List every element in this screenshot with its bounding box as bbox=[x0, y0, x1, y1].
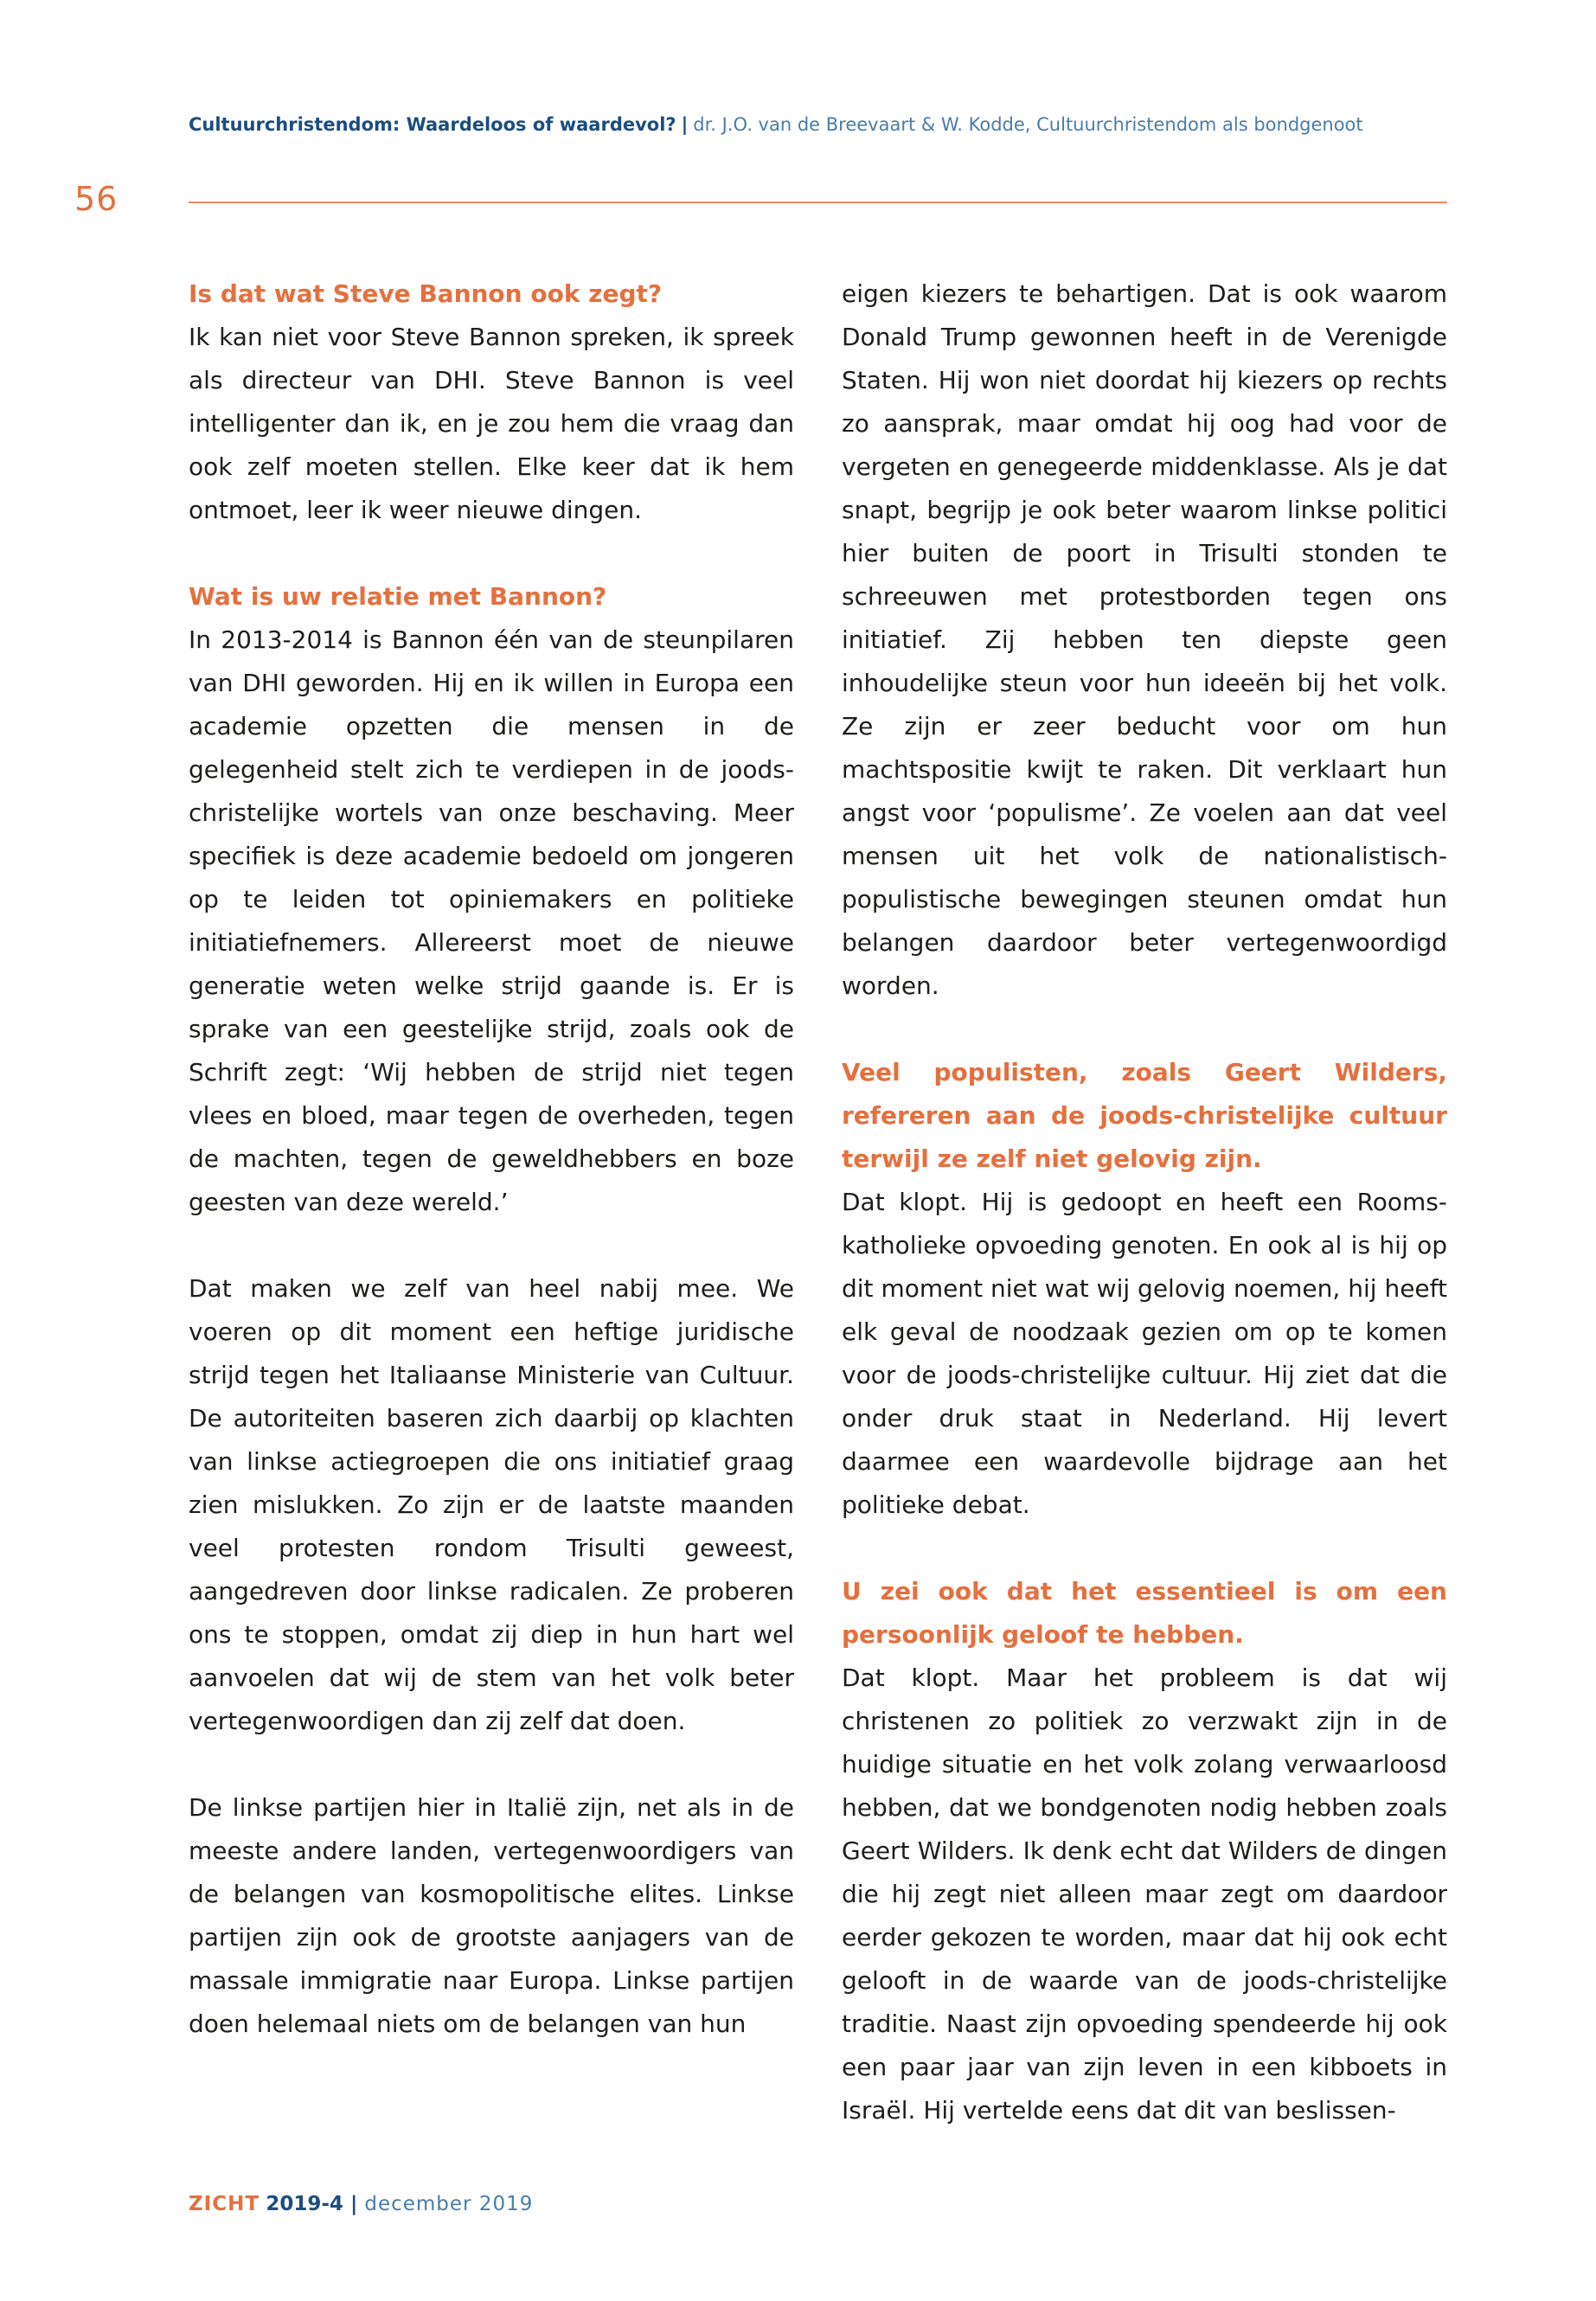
interview-answer: Dat klopt. Maar het probleem is dat wij christenen zo politiek zo verzwakt zijn in de huidige situatie en het volk zolang verwaarloosd hebben, dat we bondgenoten nodig hebben zoals Geert Wilders. Ik denk echt dat Wilders de dingen die hij zegt niet alleen maar zegt om daardoor eerder gekozen te worden, maar dat hij ook echt gelooft in de waarde van de joods-christelijke traditie. Naast zijn opvoeding spendeerde hij ook een paar jaar van zijn leven in een kibboets in Israël. Hij vertelde eens dat dit van beslissen- bbox=[842, 1663, 1447, 2125]
header-rule bbox=[189, 202, 1447, 203]
issue-date: december 2019 bbox=[364, 2193, 534, 2215]
article-authors: dr. J.O. van de Breevaart & W. Kodde, Cultuurchristendom als bondgenoot bbox=[693, 114, 1363, 135]
interview-answer: In 2013-2014 is Bannon één van de steunpilaren van DHI geworden. Hij en ik willen in Europa een academie opzetten die mensen in de gelegenheid stelt zich te verdiepen in de joods-christelijke wortels van onze beschaving. Meer specifiek is deze academie bedoeld om jongeren op te leiden tot opiniemakers en politieke initiatiefnemers. Allereerst moet de nieuwe generatie weten welke strijd gaande is. Er is sprake van een geestelijke strijd, zoals ook de Schrift zegt: ‘Wij hebben de strijd niet tegen vlees en bloed, maar tegen de overheden, tegen de machten, tegen de geweldhebbers en boze geesten van deze wereld.’ bbox=[189, 625, 794, 1216]
issue-number: 2019-4 bbox=[266, 2193, 343, 2215]
page-footer bbox=[189, 2190, 533, 2218]
interview-answer: Ik kan niet voor Steve Bannon spreken, ik spreek als directeur van DHI. Steve Bannon is veel intelligenter dan ik, en je zou hem die vraag dan ook zelf moeten stellen. Elke keer dat ik hem ontmoet, leer ik weer nieuwe dingen. bbox=[189, 323, 794, 524]
page-number: 56 bbox=[74, 180, 119, 218]
journal-title: Cultuurchristendom: Waardeloos of waardevol? bbox=[189, 114, 676, 135]
qa-block bbox=[189, 272, 794, 532]
body-paragraph: De linkse partijen hier in Italië zijn, net als in de meeste andere landen, vertegenwoordigers van de belangen van kosmopolitische elites. Linkse partijen zijn ook de grootste aanjagers van de massale immigratie naar Europa. Linkse partijen doen helemaal niets om de belangen van hun bbox=[189, 1793, 794, 2038]
right-column bbox=[842, 272, 1447, 2176]
footer-separator: | bbox=[349, 2193, 358, 2215]
left-column bbox=[189, 272, 794, 2089]
magazine-name: ZICHT bbox=[189, 2193, 260, 2215]
qa-block bbox=[189, 575, 794, 1224]
interview-question: Wat is uw relatie met Bannon? bbox=[189, 582, 607, 611]
interview-question: U zei ook dat het essentieel is om een persoonlijk geloof te hebben. bbox=[842, 1577, 1447, 1649]
interview-question: Is dat wat Steve Bannon ook zegt? bbox=[189, 279, 663, 308]
qa-block bbox=[842, 1570, 1447, 2132]
interview-answer: Dat klopt. Hij is gedoopt en heeft een Rooms-katholieke opvoeding genoten. En ook al is hij op dit moment niet wat wij gelovig noemen, hij heeft elk geval de noodzaak gezien om op te komen voor de joods-christelijke cultuur. Hij ziet dat die onder druk staat in Nederland. Hij levert daarmee een waardevolle bijdrage aan het politieke debat. bbox=[842, 1188, 1447, 1519]
body-paragraph: Dat maken we zelf van heel nabij mee. We voeren op dit moment een heftige juridische strijd tegen het Italiaanse Ministerie van Cultuur. De autoriteiten baseren zich daarbij op klachten van linkse actiegroepen die ons initiatief graag zien mislukken. Zo zijn er de laatste maanden veel protesten rondom Trisulti geweest, aangedreven door linkse radicalen. Ze proberen ons te stoppen, omdat zij diep in hun hart wel aanvoelen dat wij de stem van het volk beter vertegenwoordigen dan zij zelf dat doen. bbox=[189, 1274, 794, 1735]
header-separator: | bbox=[681, 114, 689, 135]
running-header bbox=[189, 111, 1447, 138]
qa-block bbox=[842, 1051, 1447, 1527]
interview-question: Veel populisten, zoals Geert Wilders, refereren aan de joods-christelijke cultuur terwijl ze zelf niet gelovig zijn. bbox=[842, 1058, 1447, 1173]
body-paragraph: eigen kiezers te behartigen. Dat is ook waarom Donald Trump gewonnen heeft in de Verenigde Staten. Hij won niet doordat hij kiezers op rechts zo aansprak, maar omdat hij oog had voor de vergeten en genegeerde middenklasse. Als je dat snapt, begrijp je ook beter waarom linkse politici hier buiten de poort in Trisulti stonden te schreeuwen met protestborden tegen ons initiatief. Zij hebben ten diepste geen inhoudelijke steun voor hun ideeën bij het volk. Ze zijn er zeer beducht voor om hun machtspositie kwijt te raken. Dit verklaart hun angst voor ‘populisme’. Ze voelen aan dat veel mensen uit het volk de nationalistisch-populistische bewegingen steunen omdat hun belangen daardoor beter vertegenwoordigd worden. bbox=[842, 279, 1447, 1000]
